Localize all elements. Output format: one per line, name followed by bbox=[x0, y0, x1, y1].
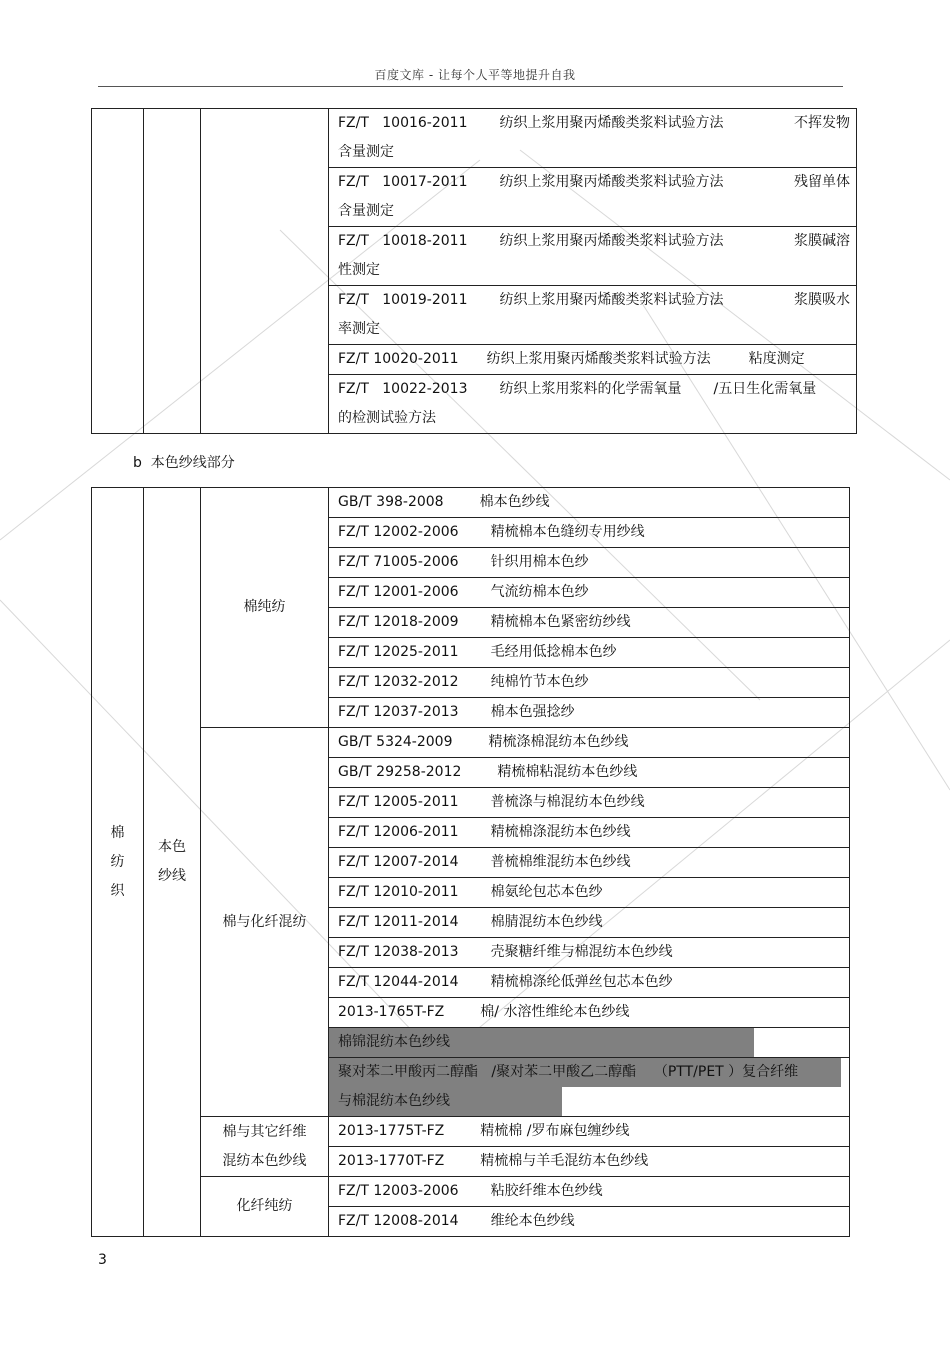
table-row: GB/T 5324-2009 精梳涤棉混纺本色纱线 bbox=[329, 728, 850, 758]
table-row: FZ/T 10016-2011 纺织上浆用聚丙烯酸类浆料试验方法 不挥发物 含量测定 bbox=[329, 109, 857, 168]
table-row: FZ/T 12002-2006 精梳棉本色缝纫专用纱线 bbox=[329, 518, 850, 548]
group-pure-cotton: 棉纯纺 bbox=[201, 488, 329, 728]
table-row: FZ/T 12018-2009 精梳棉本色紧密纺纱线 bbox=[329, 608, 850, 638]
group-cotton-synthetic-blend: 棉与化纤混纺 bbox=[201, 728, 329, 1117]
table-a-col1 bbox=[92, 109, 144, 434]
table-row: FZ/T 12032-2012 纯棉竹节本色纱 bbox=[329, 668, 850, 698]
table-row: FZ/T 10017-2011 纺织上浆用聚丙烯酸类浆料试验方法 残留单体 含量测定 bbox=[329, 168, 857, 227]
gray-yarn-standards-table bbox=[91, 487, 850, 1237]
page-number: 3 bbox=[98, 1252, 107, 1268]
table-row: FZ/T 12007-2014 普梳棉维混纺本色纱线 bbox=[329, 848, 850, 878]
table-row: FZ/T 12010-2011 棉氨纶包芯本色纱 bbox=[329, 878, 850, 908]
group-cotton-other-fiber-blend: 棉与其它纤维 混纺本色纱线 bbox=[201, 1117, 329, 1177]
table-row-highlighted: 聚对苯二甲酸丙二醇酯 /聚对苯二甲酸乙二醇酯 （PTT/PET ）复合纤维 与棉混纺本色纱线 bbox=[329, 1058, 850, 1117]
sizing-standards-table bbox=[91, 108, 857, 434]
table-row: FZ/T 12001-2006 气流纺棉本色纱 bbox=[329, 578, 850, 608]
table-row: 2013-1765T-FZ 棉/ 水溶性维纶本色纱线 bbox=[329, 998, 850, 1028]
category-gray-yarn: 本色 纱线 bbox=[144, 488, 201, 1237]
section-b-label: b 本色纱线部分 bbox=[133, 455, 235, 471]
table-row: FZ/T 12025-2011 毛经用低捻棉本色纱 bbox=[329, 638, 850, 668]
table-row: FZ/T 71005-2006 针织用棉本色纱 bbox=[329, 548, 850, 578]
page-header: 百度文库 - 让每个人平等地提升自我 bbox=[374, 68, 576, 82]
group-pure-synthetic: 化纤纯纺 bbox=[201, 1177, 329, 1237]
table-row: FZ/T 12006-2011 精梳棉涤混纺本色纱线 bbox=[329, 818, 850, 848]
table-row-highlighted: 棉锦混纺本色纱线 bbox=[329, 1028, 850, 1058]
table-row: GB/T 29258-2012 精梳棉粘混纺本色纱线 bbox=[329, 758, 850, 788]
table-row: GB/T 398-2008 棉本色纱线 bbox=[329, 488, 850, 518]
header-rule bbox=[98, 86, 843, 87]
table-a-col3 bbox=[201, 109, 329, 434]
table-row: FZ/T 12044-2014 精梳棉涤纶低弹丝包芯本色纱 bbox=[329, 968, 850, 998]
category-cotton-textile: 棉 纺 织 bbox=[92, 488, 144, 1237]
table-a-col2 bbox=[144, 109, 201, 434]
table-row: 2013-1770T-FZ 精梳棉与羊毛混纺本色纱线 bbox=[329, 1147, 850, 1177]
table-row: FZ/T 12005-2011 普梳涤与棉混纺本色纱线 bbox=[329, 788, 850, 818]
table-row: FZ/T 10019-2011 纺织上浆用聚丙烯酸类浆料试验方法 浆膜吸水 率测定 bbox=[329, 286, 857, 345]
table-row: FZ/T 12011-2014 棉腈混纺本色纱线 bbox=[329, 908, 850, 938]
table-row: FZ/T 10022-2013 纺织上浆用浆料的化学需氧量 /五日生化需氧量 的检测试验方法 bbox=[329, 375, 857, 434]
table-row: 2013-1775T-FZ 精梳棉 /罗布麻包缠纱线 bbox=[329, 1117, 850, 1147]
table-row: FZ/T 12003-2006 粘胶纤维本色纱线 bbox=[329, 1177, 850, 1207]
table-row: FZ/T 10018-2011 纺织上浆用聚丙烯酸类浆料试验方法 浆膜碱溶 性测定 bbox=[329, 227, 857, 286]
table-row: FZ/T 10020-2011 纺织上浆用聚丙烯酸类浆料试验方法 粘度测定 bbox=[329, 345, 857, 375]
table-row: FZ/T 12008-2014 维纶本色纱线 bbox=[329, 1207, 850, 1237]
table-row: FZ/T 12038-2013 壳聚糖纤维与棉混纺本色纱线 bbox=[329, 938, 850, 968]
table-row: FZ/T 12037-2013 棉本色强捻纱 bbox=[329, 698, 850, 728]
